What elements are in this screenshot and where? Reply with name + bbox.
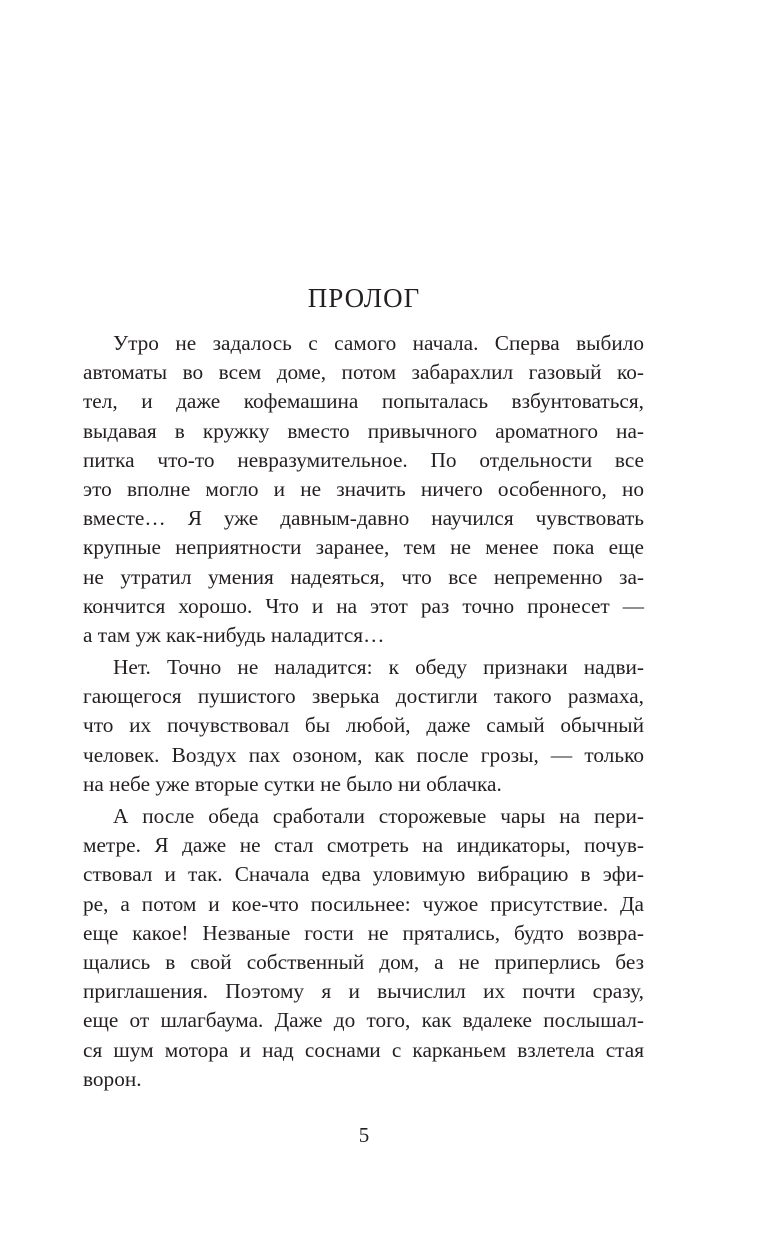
text-line: вместе… Я уже давным-давно научился чувствовать <box>83 506 644 531</box>
text-line: а там уж как-нибудь наладится… <box>83 622 385 647</box>
text-line: еще от шлагбаума. Даже до того, как вдалеке послышал- <box>83 1008 644 1033</box>
text-line: приглашения. Поэтому я и вычислил их почти сразу, <box>83 979 644 1004</box>
text-line: метре. Я даже не стал смотреть на индикаторы, почув- <box>83 833 644 858</box>
text-line: Нет. Точно не наладится: к обеду признаки надви- <box>113 655 644 680</box>
text-line: выдавая в кружку вместо привычного ароматного на- <box>83 418 644 443</box>
text-line: Утро не задалось с самого начала. Сперва выбило <box>113 331 644 355</box>
text-line: ся шум мотора и над соснами с карканьем взлетела стая <box>83 1037 644 1062</box>
text-line: еще какое! Незваные гости не прятались, будто возвра- <box>83 920 644 945</box>
paragraph-2 <box>83 653 644 799</box>
text-line: ствовал и так. Сначала едва уловимую вибрацию в эфи- <box>83 862 644 887</box>
text-line: человек. Воздух пах озоном, как после грозы, — только <box>83 742 644 767</box>
text-line: ре, а потом и кое-что посильнее: чужое присутствие. Да <box>83 891 644 916</box>
text-line: кончится хорошо. Что и на этот раз точно пронесет — <box>83 593 644 618</box>
text-line: крупные неприятности заранее, тем не менее пока еще <box>83 535 644 560</box>
text-line: А после обеда сработали сторожевые чары на пери- <box>113 804 644 828</box>
text-line: автоматы во всем доме, потом забарахлил газовый ко- <box>83 360 644 385</box>
text-line: на небе уже вторые сутки не было ни облачка. <box>83 771 502 796</box>
page-number: 5 <box>358 1123 370 1147</box>
paragraph-1 <box>83 329 644 650</box>
text-line: это вполне могло и не значить ничего особенного, но <box>83 476 644 501</box>
text-line: гающегося пушистого зверька достигли такого размаха, <box>83 684 644 709</box>
body-text <box>83 329 644 1094</box>
text-line: питка что-то невразумительное. По отдельности все <box>83 447 644 472</box>
text-line: тел, и даже кофемашина попыталась взбунтоваться, <box>83 389 644 414</box>
paragraph-3 <box>83 802 644 1094</box>
text-line: ворон. <box>83 1066 142 1091</box>
text-line: не утратил умения надеяться, что все непременно за- <box>83 564 644 589</box>
chapter-title: ПРОЛОГ <box>307 283 421 313</box>
text-line: что их почувствовал бы любой, даже самый обычный <box>83 713 644 738</box>
text-line: щались в свой собственный дом, а не приперлись без <box>83 949 644 974</box>
